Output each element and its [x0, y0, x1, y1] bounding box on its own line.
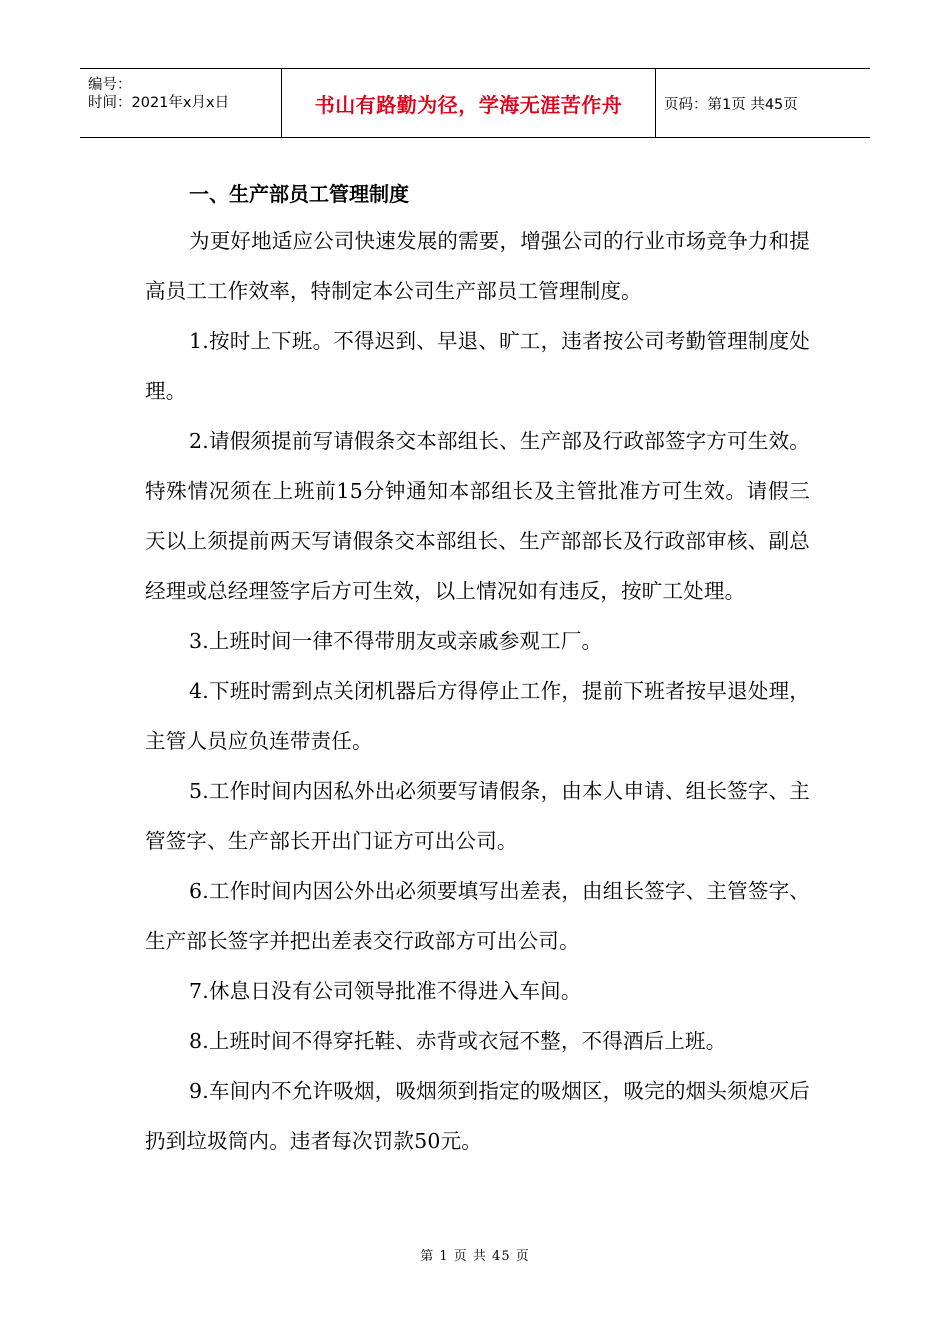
document-number-label: 编号： — [88, 77, 132, 93]
document-body — [145, 172, 810, 1166]
paragraph: 5.工作时间内因私外出必须要写请假条，由本人申请、组长签字、主管签字、生产部长开出门证方可出公司。 — [145, 779, 810, 853]
paragraph: 1.按时上下班。不得迟到、早退、旷工，违者按公司考勤管理制度处理。 — [145, 329, 810, 403]
header-page-info: 页码：第1页 共45页 — [664, 96, 798, 113]
paragraph: 9.车间内不允许吸烟，吸烟须到指定的吸烟区，吸完的烟头须熄灭后扔到垃圾筒内。违者每次罚款50元。 — [145, 1079, 810, 1153]
header-page-cell — [656, 69, 870, 137]
paragraph: 8.上班时间不得穿托鞋、赤背或衣冠不整，不得酒后上班。 — [189, 1029, 727, 1053]
header-motto-cell — [282, 69, 656, 137]
paragraph: 3.上班时间一律不得带朋友或亲戚参观工厂。 — [189, 629, 603, 653]
paragraph: 为更好地适应公司快速发展的需要，增强公司的行业市场竞争力和提高员工工作效率，特制定本公司生产部员工管理制度。 — [145, 229, 810, 303]
page-footer: 第 1 页 共 45 页 — [420, 1249, 530, 1264]
header-motto: 书山有路勤为径，学海无涯苦作舟 — [314, 92, 623, 117]
paragraph: 6.工作时间内因公外出必须要填写出差表，由组长签字、主管签字、生产部长签字并把出差表交行政部方可出公司。 — [145, 879, 810, 953]
page-header — [80, 68, 870, 138]
header-meta-cell — [80, 69, 282, 137]
section-title: 一、生产部员工管理制度 — [189, 182, 409, 206]
paragraph: 7.休息日没有公司领导批准不得进入车间。 — [189, 979, 582, 1003]
paragraph: 2.请假须提前写请假条交本部组长、生产部及行政部签字方可生效。特殊情况须在上班前15分钟通知本部组长及主管批准方可生效。请假三天以上须提前两天写请假条交本部组长、生产部部长及行政部审核、副总经理或总经理签字后方可生效，以上情况如有违反，按旷工处理。 — [145, 429, 810, 603]
paragraph: 4.下班时需到点关闭机器后方得停止工作，提前下班者按早退处理，主管人员应负连带责任。 — [145, 679, 810, 753]
document-date-label: 时间：2021年x月x日 — [88, 95, 230, 111]
